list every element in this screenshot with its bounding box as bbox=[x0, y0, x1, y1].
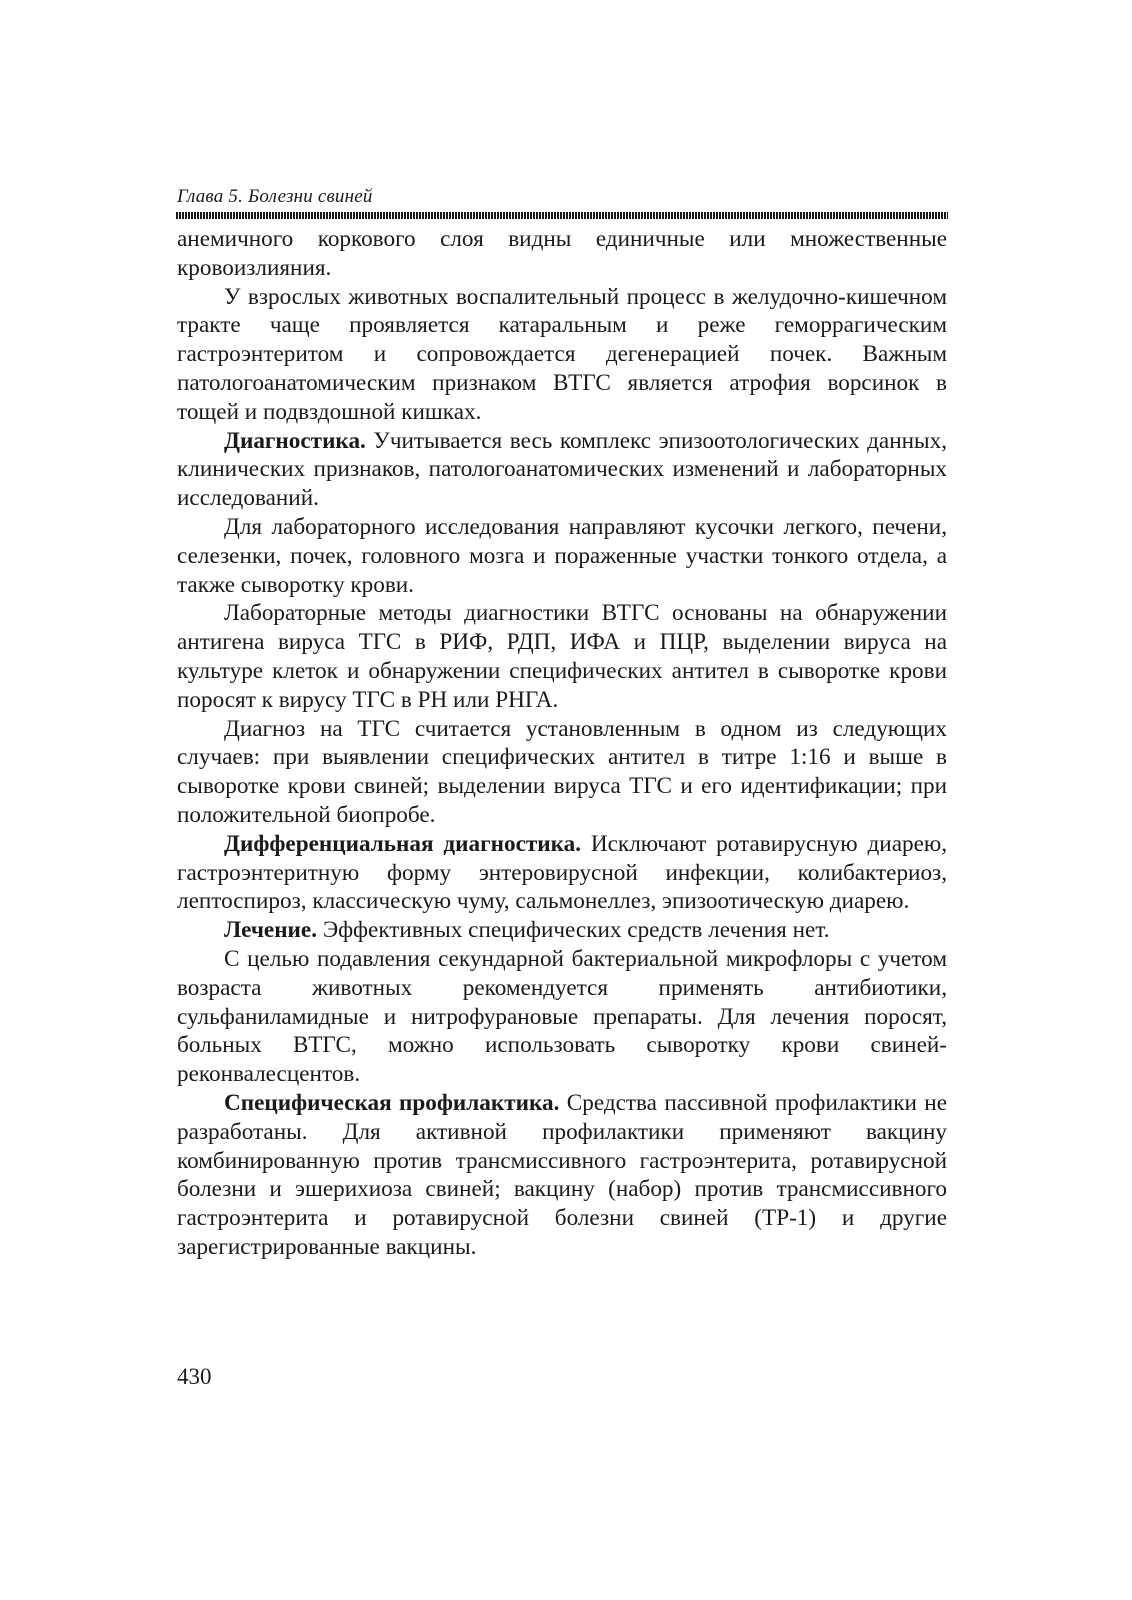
section-heading-differential: Дифференциальная диагностика. bbox=[224, 830, 582, 857]
paragraph-text: Диагноз на ТГС считается установленным в одном из следующих случаев: при выявлении специфических антител в титре 1:16 и выше в сыворотке крови свиней; выделении вируса ТГС и его идентификации; при положительной биопробе. bbox=[177, 715, 947, 828]
section-heading-diagnostics: Диагностика. bbox=[224, 427, 366, 454]
paragraph-text: Лабораторные методы диагностики ВТГС основаны на обнаружении антигена вируса ТГС в РИФ, РДП, ИФА и ПЦР, выделении вируса на культуре клеток и обнаружении специфических антител в сыворотке крови поросят к вирусу ТГС в РН или РНГА. bbox=[177, 600, 947, 713]
section-heading-treatment: Лечение. bbox=[224, 917, 318, 944]
paragraph-specific-prophylaxis bbox=[177, 1089, 947, 1262]
paragraph-text: Учитывается весь комплекс эпизоотологических данных, клинических признаков, патологоанатомических изменений и лабораторных исследований. bbox=[177, 427, 947, 512]
paragraph-text: анемичного коркового слоя видны единичные или множественные кровоизлияния. bbox=[177, 226, 947, 281]
paragraph-lab-samples bbox=[177, 513, 947, 599]
paragraph-continuation bbox=[177, 225, 947, 283]
paragraph-diagnostics bbox=[177, 427, 947, 513]
paragraph-text: Средства пассивной профилактики не разработаны. Для активной профилактики применяют вакцину комбинированную против трансмиссивного гастроэнтерита, ротавирусной болезни и эшерихиоза свиней; вакцину (набор) против трансмиссивного гастроэнтерита и ротавирусной болезни свиней (ТР-1) и другие зарегистрированные вакцины. bbox=[177, 1089, 947, 1260]
paragraph-text: Для лабораторного исследования направляют кусочки легкого, печени, селезенки, почек, головного мозга и пораженные участки тонкого отдела, а также сыворотку крови. bbox=[177, 513, 947, 598]
paragraph-diagnosis-criteria bbox=[177, 715, 947, 830]
header-rule bbox=[176, 212, 948, 219]
paragraph-text: С целью подавления секундарной бактериальной микрофлоры с учетом возраста животных рекомендуется применять антибиотики, сульфаниламидные и нитрофурановые препараты. Для лечения поросят, больных ВТГС, можно использовать сыворотку крови свиней-реконвалесцентов. bbox=[177, 945, 947, 1088]
paragraph-adult-pathology bbox=[177, 283, 947, 427]
paragraph-text: Исключают ротавирусную диарею, гастроэнтеритную форму энтеровирусной инфекции, колибактериоз, лептоспироз, классическую чуму, сальмонеллез, эпизоотическую диарею. bbox=[177, 830, 947, 915]
paragraph-treatment bbox=[177, 916, 947, 945]
paragraph-antibiotics bbox=[177, 945, 947, 1089]
running-head: Глава 5. Болезни свиней bbox=[177, 186, 373, 207]
paragraph-text: Эффективных специфических средств лечения нет. bbox=[317, 917, 830, 944]
paragraph-differential-diagnostics bbox=[177, 830, 947, 916]
page-number: 430 bbox=[177, 1364, 212, 1389]
section-heading-prophylaxis: Специфическая профилактика. bbox=[224, 1089, 560, 1116]
paragraph-text: У взрослых животных воспалительный процесс в желудочно-кишечном тракте чаще проявляется катаральным и реже геморрагическим гастроэнтеритом и сопровождается дегенерацией почек. Важным патологоанатомическим признаком ВТГС является атрофия ворсинок в тощей и подвздошной кишках. bbox=[177, 283, 947, 425]
paragraph-lab-methods bbox=[177, 599, 947, 714]
main-text bbox=[177, 225, 947, 1262]
